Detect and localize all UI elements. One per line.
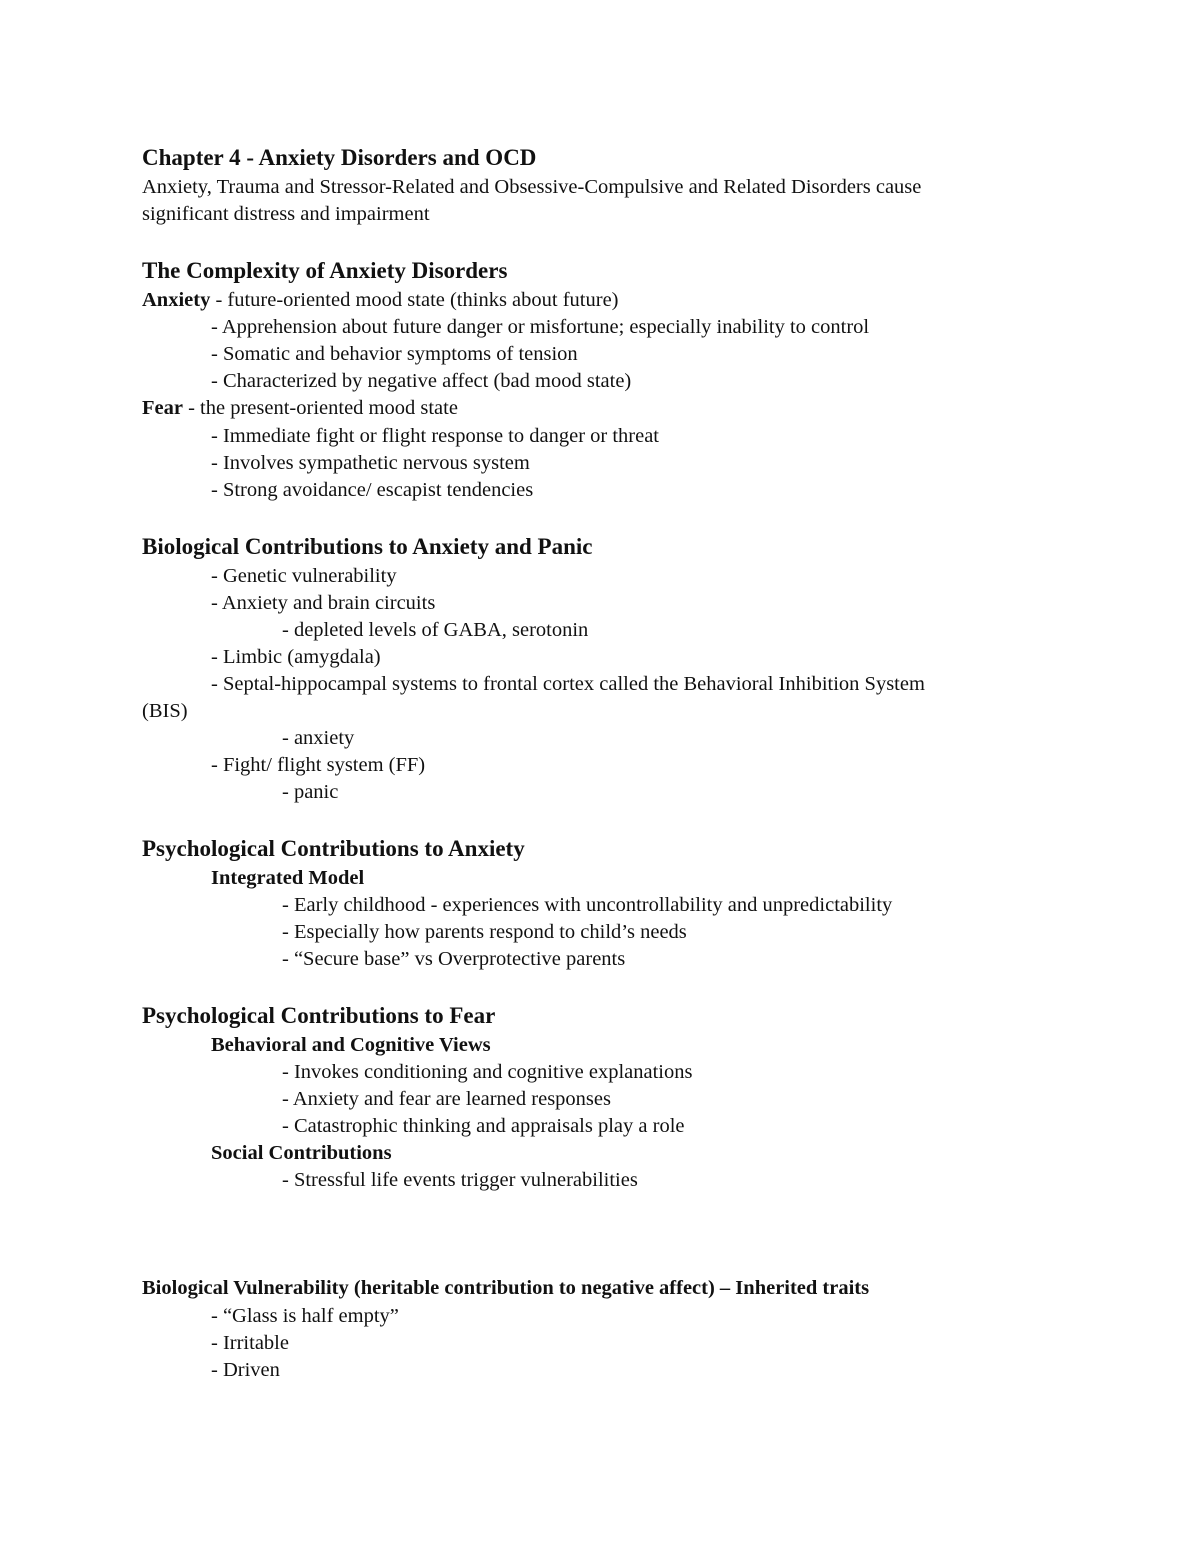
section-heading-psych-fear: Psychological Contributions to Fear xyxy=(142,1003,496,1028)
list-item: - panic xyxy=(282,781,339,803)
fear-definition xyxy=(142,395,458,422)
fear-term: Fear xyxy=(142,397,183,419)
list-item: - anxiety xyxy=(282,727,355,749)
subheading-integrated-model: Integrated Model xyxy=(211,867,365,889)
anxiety-def-text: - future-oriented mood state (thinks about future) xyxy=(210,289,619,311)
list-item: - Stressful life events trigger vulnerabilities xyxy=(282,1169,638,1191)
list-item: - Characterized by negative affect (bad mood state) xyxy=(211,370,632,392)
list-item: - Immediate fight or flight response to danger or threat xyxy=(211,425,660,447)
list-item: - Invokes conditioning and cognitive explanations xyxy=(282,1061,693,1083)
subheading-behavioral-cognitive: Behavioral and Cognitive Views xyxy=(211,1034,491,1056)
list-item: - Anxiety and brain circuits xyxy=(211,592,436,614)
section-heading-biological: Biological Contributions to Anxiety and Panic xyxy=(142,534,593,559)
list-item: - Limbic (amygdala) xyxy=(211,646,381,668)
list-item: - Fight/ flight system (FF) xyxy=(211,754,426,776)
list-item: - Genetic vulnerability xyxy=(211,565,397,587)
list-item: - “Glass is half empty” xyxy=(211,1305,399,1327)
subheading-social-contributions: Social Contributions xyxy=(211,1142,392,1164)
list-item: - Septal-hippocampal systems to frontal cortex called the Behavioral Inhibition System xyxy=(211,673,925,695)
chapter-intro-line-1: Anxiety, Trauma and Stressor-Related and Obsessive-Compulsive and Related Disorders cause xyxy=(142,176,922,198)
chapter-intro-line-2: significant distress and impairment xyxy=(142,203,430,225)
list-item: - Driven xyxy=(211,1359,280,1381)
list-item-continuation: (BIS) xyxy=(142,700,188,722)
list-item: - Early childhood - experiences with uncontrollability and unpredictability xyxy=(282,894,893,916)
chapter-title: Chapter 4 - Anxiety Disorders and OCD xyxy=(142,145,537,170)
list-item: - “Secure base” vs Overprotective parents xyxy=(282,948,626,970)
fear-def-text: - the present-oriented mood state xyxy=(182,397,458,419)
section-heading-complexity: The Complexity of Anxiety Disorders xyxy=(142,258,508,283)
list-item: - Irritable xyxy=(211,1332,289,1354)
anxiety-definition xyxy=(142,287,619,314)
list-item: - Somatic and behavior symptoms of tension xyxy=(211,343,578,365)
section-heading-psych-anxiety: Psychological Contributions to Anxiety xyxy=(142,836,525,861)
section-heading-vulnerability: Biological Vulnerability (heritable contribution to negative affect) – Inherited traits xyxy=(142,1277,870,1299)
list-item: - Apprehension about future danger or misfortune; especially inability to control xyxy=(211,316,870,338)
list-item: - Especially how parents respond to child’s needs xyxy=(282,921,687,943)
list-item: - Involves sympathetic nervous system xyxy=(211,452,530,474)
anxiety-term: Anxiety xyxy=(142,289,211,311)
list-item: - Anxiety and fear are learned responses xyxy=(282,1088,611,1110)
list-item: - Strong avoidance/ escapist tendencies xyxy=(211,479,534,501)
list-item: - depleted levels of GABA, serotonin xyxy=(282,619,589,641)
list-item: - Catastrophic thinking and appraisals play a role xyxy=(282,1115,685,1137)
